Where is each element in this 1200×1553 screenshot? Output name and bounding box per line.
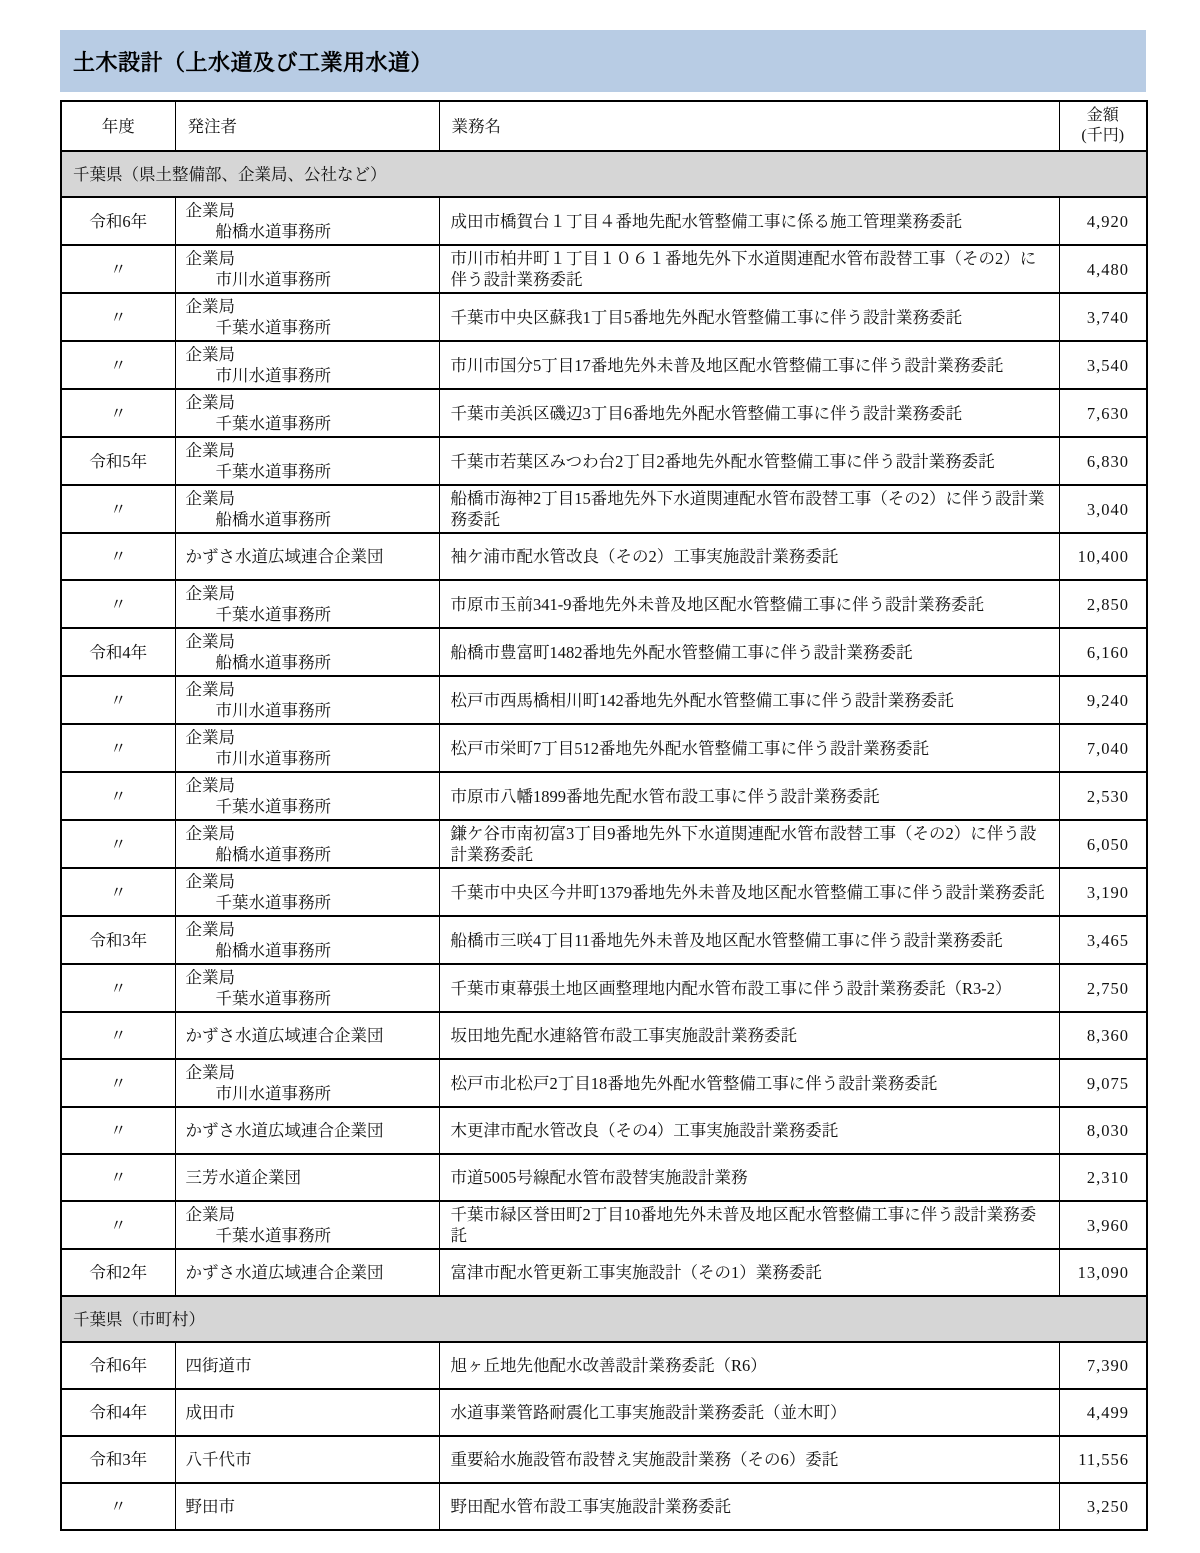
cell-work-name: 鎌ケ谷市南初富3丁目9番地先外下水道関連配水管布設替工事（その2）に伴う設計業務委託	[439, 820, 1059, 868]
cell-year: 〃	[61, 964, 175, 1012]
section-label: 千葉県（県土整備部、企業局、公社など）	[61, 151, 1147, 197]
cell-work-name: 成田市橋賀台１丁目４番地先配水管整備工事に係る施工管理業務委託	[439, 197, 1059, 245]
section-header-row	[61, 151, 1147, 197]
cell-amount: 3,190	[1059, 868, 1147, 916]
cell-work-name: 千葉市緑区誉田町2丁目10番地先外未普及地区配水管整備工事に伴う設計業務委託	[439, 1201, 1059, 1249]
cell-year: 令和4年	[61, 1389, 175, 1436]
cell-orderer: 四街道市	[175, 1342, 439, 1389]
cell-amount: 2,750	[1059, 964, 1147, 1012]
table-row	[61, 1436, 1147, 1483]
cell-amount: 3,250	[1059, 1483, 1147, 1530]
cell-amount: 4,499	[1059, 1389, 1147, 1436]
cell-work-name: 市原市八幡1899番地先配水管布設工事に伴う設計業務委託	[439, 772, 1059, 820]
cell-orderer: 企業局 市川水道事務所	[175, 245, 439, 293]
table-row	[61, 1154, 1147, 1201]
cell-year: 〃	[61, 580, 175, 628]
cell-amount: 2,850	[1059, 580, 1147, 628]
table-row	[61, 341, 1147, 389]
cell-year: 〃	[61, 389, 175, 437]
document-body	[60, 30, 1146, 1531]
cell-work-name: 船橋市海神2丁目15番地先外下水道関連配水管布設替工事（その2）に伴う設計業務委託	[439, 485, 1059, 533]
cell-year: 〃	[61, 676, 175, 724]
cell-amount: 13,090	[1059, 1249, 1147, 1296]
table-row	[61, 868, 1147, 916]
cell-work-name: 市川市柏井町１丁目１０６１番地先外下水道関連配水管布設替工事（その2）に伴う設計業務委託	[439, 245, 1059, 293]
cell-amount: 6,050	[1059, 820, 1147, 868]
cell-work-name: 千葉市美浜区磯辺3丁目6番地先外配水管整備工事に伴う設計業務委託	[439, 389, 1059, 437]
table-row	[61, 533, 1147, 580]
cell-year: 令和3年	[61, 1436, 175, 1483]
cell-amount: 3,540	[1059, 341, 1147, 389]
cell-orderer: 企業局 市川水道事務所	[175, 341, 439, 389]
cell-work-name: 松戸市北松戸2丁目18番地先外配水管整備工事に伴う設計業務委託	[439, 1059, 1059, 1107]
cell-amount: 6,830	[1059, 437, 1147, 485]
column-header-year: 年度	[61, 101, 175, 151]
cell-work-name: 千葉市東幕張土地区画整理地内配水管布設工事に伴う設計業務委託（R3-2）	[439, 964, 1059, 1012]
cell-year: 令和6年	[61, 197, 175, 245]
cell-year: 〃	[61, 1107, 175, 1154]
cell-year: 令和5年	[61, 437, 175, 485]
table-row	[61, 1342, 1147, 1389]
table-row	[61, 1059, 1147, 1107]
cell-orderer: 企業局 千葉水道事務所	[175, 868, 439, 916]
cell-work-name: 旭ヶ丘地先他配水改善設計業務委託（R6）	[439, 1342, 1059, 1389]
cell-amount: 8,030	[1059, 1107, 1147, 1154]
cell-orderer: 野田市	[175, 1483, 439, 1530]
cell-orderer: 企業局 市川水道事務所	[175, 676, 439, 724]
table-row	[61, 964, 1147, 1012]
table-row	[61, 1012, 1147, 1059]
cell-work-name: 坂田地先配水連絡管布設工事実施設計業務委託	[439, 1012, 1059, 1059]
cell-orderer: 企業局 千葉水道事務所	[175, 389, 439, 437]
cell-orderer: 企業局 船橋水道事務所	[175, 197, 439, 245]
cell-year: 令和3年	[61, 916, 175, 964]
section-header-row	[61, 1296, 1147, 1342]
table-body	[61, 151, 1147, 1530]
cell-year: 令和2年	[61, 1249, 175, 1296]
cell-work-name: 千葉市若葉区みつわ台2丁目2番地先外配水管整備工事に伴う設計業務委託	[439, 437, 1059, 485]
cell-work-name: 松戸市西馬橋相川町142番地先外配水管整備工事に伴う設計業務委託	[439, 676, 1059, 724]
cell-year: 〃	[61, 485, 175, 533]
table-row	[61, 1249, 1147, 1296]
cell-year: 令和6年	[61, 1342, 175, 1389]
cell-amount: 10,400	[1059, 533, 1147, 580]
cell-amount: 3,040	[1059, 485, 1147, 533]
table-row	[61, 772, 1147, 820]
cell-orderer: かずさ水道広域連合企業団	[175, 533, 439, 580]
cell-year: 〃	[61, 1059, 175, 1107]
cell-amount: 4,920	[1059, 197, 1147, 245]
cell-orderer: 成田市	[175, 1389, 439, 1436]
table-row	[61, 676, 1147, 724]
cell-work-name: 千葉市中央区蘇我1丁目5番地先外配水管整備工事に伴う設計業務委託	[439, 293, 1059, 341]
table-row	[61, 580, 1147, 628]
column-header-amount	[1059, 101, 1147, 151]
cell-work-name: 船橋市豊富町1482番地先外配水管整備工事に伴う設計業務委託	[439, 628, 1059, 676]
cell-amount: 3,740	[1059, 293, 1147, 341]
table-row	[61, 1107, 1147, 1154]
table-row	[61, 437, 1147, 485]
cell-orderer: 八千代市	[175, 1436, 439, 1483]
cell-amount: 8,360	[1059, 1012, 1147, 1059]
cell-orderer: かずさ水道広域連合企業団	[175, 1012, 439, 1059]
cell-year: 〃	[61, 1483, 175, 1530]
cell-orderer: 企業局 千葉水道事務所	[175, 437, 439, 485]
cell-work-name: 市道5005号線配水管布設替実施設計業務	[439, 1154, 1059, 1201]
column-header-orderer: 発注者	[175, 101, 439, 151]
cell-amount: 9,240	[1059, 676, 1147, 724]
table-row	[61, 485, 1147, 533]
cell-amount: 7,040	[1059, 724, 1147, 772]
cell-year: 〃	[61, 1154, 175, 1201]
table-row	[61, 628, 1147, 676]
cell-amount: 3,465	[1059, 916, 1147, 964]
cell-year: 〃	[61, 245, 175, 293]
amount-header-line2: (千円)	[1081, 127, 1125, 144]
cell-year: 〃	[61, 868, 175, 916]
projects-table	[60, 100, 1148, 1531]
cell-orderer: 企業局 千葉水道事務所	[175, 293, 439, 341]
cell-year: 〃	[61, 772, 175, 820]
cell-year: 〃	[61, 341, 175, 389]
table-row	[61, 1389, 1147, 1436]
cell-orderer: 企業局 千葉水道事務所	[175, 1201, 439, 1249]
cell-year: 〃	[61, 1201, 175, 1249]
document-title-bar	[60, 30, 1146, 92]
cell-year: 令和4年	[61, 628, 175, 676]
section-label: 千葉県（市町村）	[61, 1296, 1147, 1342]
table-row	[61, 1483, 1147, 1530]
table-row	[61, 197, 1147, 245]
cell-orderer: 企業局 千葉水道事務所	[175, 580, 439, 628]
table-row	[61, 820, 1147, 868]
cell-amount: 4,480	[1059, 245, 1147, 293]
cell-orderer: かずさ水道広域連合企業団	[175, 1249, 439, 1296]
cell-orderer: 企業局 船橋水道事務所	[175, 485, 439, 533]
table-header-row	[61, 101, 1147, 151]
cell-year: 〃	[61, 820, 175, 868]
cell-amount: 6,160	[1059, 628, 1147, 676]
table-row	[61, 389, 1147, 437]
cell-work-name: 市原市玉前341-9番地先外未普及地区配水管整備工事に伴う設計業務委託	[439, 580, 1059, 628]
column-header-work-name: 業務名	[439, 101, 1059, 151]
cell-orderer: かずさ水道広域連合企業団	[175, 1107, 439, 1154]
cell-work-name: 木更津市配水管改良（その4）工事実施設計業務委託	[439, 1107, 1059, 1154]
table-row	[61, 245, 1147, 293]
cell-orderer: 企業局 市川水道事務所	[175, 724, 439, 772]
page-title: 土木設計（上水道及び工業用水道）	[73, 49, 434, 75]
table-row	[61, 293, 1147, 341]
cell-year: 〃	[61, 1012, 175, 1059]
cell-orderer: 企業局 千葉水道事務所	[175, 964, 439, 1012]
cell-work-name: 重要給水施設管布設替え実施設計業務（その6）委託	[439, 1436, 1059, 1483]
cell-amount: 7,630	[1059, 389, 1147, 437]
cell-orderer: 三芳水道企業団	[175, 1154, 439, 1201]
cell-work-name: 袖ケ浦市配水管改良（その2）工事実施設計業務委託	[439, 533, 1059, 580]
cell-work-name: 千葉市中央区今井町1379番地先外未普及地区配水管整備工事に伴う設計業務委託	[439, 868, 1059, 916]
cell-year: 〃	[61, 293, 175, 341]
cell-year: 〃	[61, 533, 175, 580]
cell-work-name: 船橋市三咲4丁目11番地先外未普及地区配水管整備工事に伴う設計業務委託	[439, 916, 1059, 964]
table-row	[61, 724, 1147, 772]
cell-work-name: 富津市配水管更新工事実施設計（その1）業務委託	[439, 1249, 1059, 1296]
cell-work-name: 水道事業管路耐震化工事実施設計業務委託（並木町）	[439, 1389, 1059, 1436]
table-row	[61, 1201, 1147, 1249]
cell-orderer: 企業局 船橋水道事務所	[175, 628, 439, 676]
cell-work-name: 松戸市栄町7丁目512番地先外配水管整備工事に伴う設計業務委託	[439, 724, 1059, 772]
cell-orderer: 企業局 船橋水道事務所	[175, 916, 439, 964]
cell-amount: 9,075	[1059, 1059, 1147, 1107]
table-row	[61, 916, 1147, 964]
cell-work-name: 野田配水管布設工事実施設計業務委託	[439, 1483, 1059, 1530]
cell-amount: 11,556	[1059, 1436, 1147, 1483]
cell-amount: 2,530	[1059, 772, 1147, 820]
cell-orderer: 企業局 市川水道事務所	[175, 1059, 439, 1107]
cell-year: 〃	[61, 724, 175, 772]
cell-orderer: 企業局 千葉水道事務所	[175, 772, 439, 820]
cell-amount: 7,390	[1059, 1342, 1147, 1389]
cell-work-name: 市川市国分5丁目17番地先外未普及地区配水管整備工事に伴う設計業務委託	[439, 341, 1059, 389]
cell-orderer: 企業局 船橋水道事務所	[175, 820, 439, 868]
cell-amount: 2,310	[1059, 1154, 1147, 1201]
cell-amount: 3,960	[1059, 1201, 1147, 1249]
amount-header-line1: 金額	[1086, 107, 1119, 124]
